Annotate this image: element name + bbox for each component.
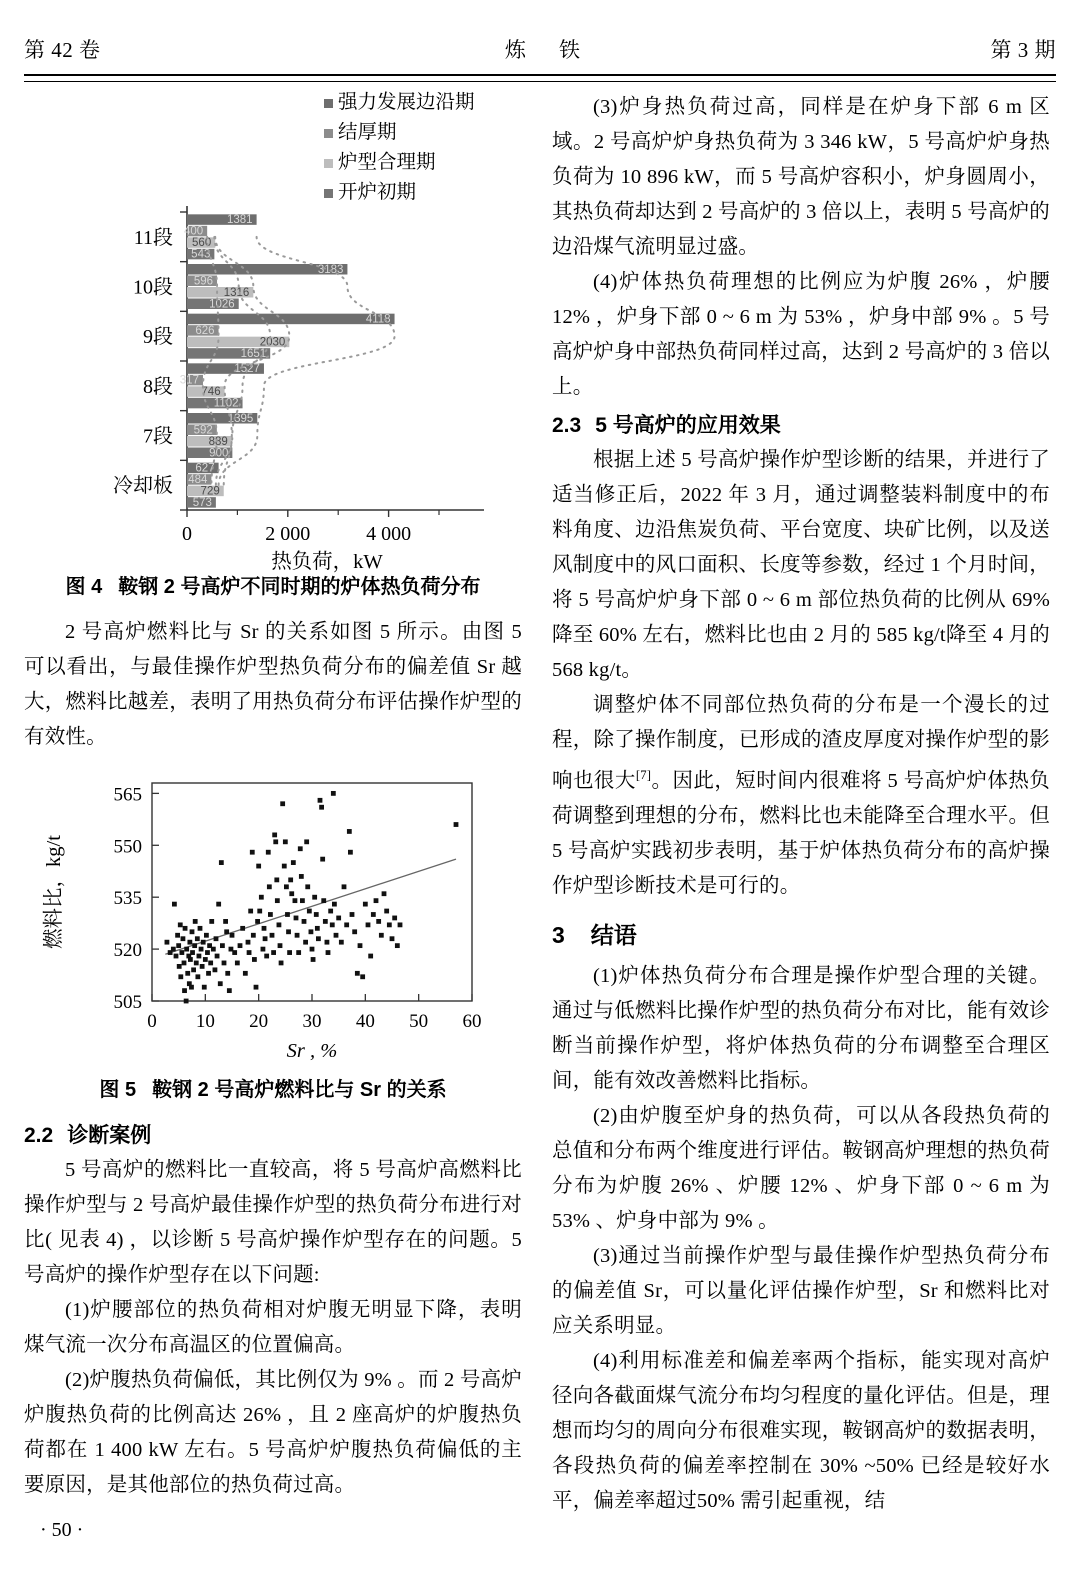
scatter-point [336,916,341,921]
y-axis-category-label: 8段 [143,375,173,398]
scatter-point [293,898,298,903]
scatter-point [172,902,177,907]
scatter-point [352,929,357,934]
scatter-point [318,798,323,803]
scatter-point [309,929,314,934]
scatter-point [275,898,280,903]
scatter-point [395,943,400,948]
scatter-point [246,940,251,945]
scatter-point [192,943,197,948]
y-axis-title: 燃料比，kg/t [43,835,65,949]
scatter-point [179,950,184,955]
scatter-point [199,947,204,952]
scatter-point [358,943,363,948]
bar-value-label: 1395 [227,412,254,425]
scatter-chart-svg [24,769,522,1062]
figure-5-plot [24,769,522,1062]
bar-value-label: 543 [191,248,211,261]
scatter-point [366,922,371,927]
scatter-point [203,957,208,962]
scatter-point [305,884,310,889]
bar-value-label: 2030 [259,336,286,349]
scatter-point [374,898,379,903]
y-axis-tick-label: 505 [113,992,142,1013]
scatter-point [286,929,291,934]
scatter-point [259,895,264,900]
scatter-point [294,916,299,921]
x-axis-tick-label: 4 000 [366,523,412,545]
y-axis-category-label: 7段 [143,425,173,448]
bar-value-label: 729 [200,485,220,498]
bar-value-label: 1651 [240,348,267,361]
scatter-point [190,950,195,955]
y-axis-tick-label: 550 [113,836,142,858]
scatter-point [321,898,326,903]
scatter-point [198,926,203,931]
scatter-point [339,940,344,945]
bar-value-label: 1316 [223,286,250,299]
scatter-point [328,909,333,914]
bar-value-label: 627 [195,462,215,475]
scatter-point [289,891,294,896]
scatter-point [342,884,347,889]
bar-value-label: 626 [195,325,215,338]
scatter-points [165,791,459,1003]
scatter-point [287,950,292,955]
scatter-point [268,912,273,917]
x-axis-tick-label: 0 [182,523,192,545]
scatter-point [216,902,221,907]
y-axis-category-label: 冷却板 [113,475,173,498]
scatter-point [235,961,240,966]
scatter-point [280,801,285,806]
scatter-point [261,947,266,952]
para-3: (3)炉身热负荷过高，同样是在炉身下部 6 m 区域。2 号高炉炉身热负荷为 3 346 kW，5 号高炉炉身热负荷为 10 896 kW，而 5 号高炉容积小，炉身圆周小，其热负荷却达到 2 号高炉的 3 倍以上，表明 5 号高炉的边沿煤气流明显过盛。 [552,96,1050,258]
scatter-point [262,926,267,931]
x-axis-tick-label: 60 [462,1011,482,1032]
scatter-point [182,961,187,966]
scatter-point [175,933,180,938]
bar-value-label: 900 [209,447,229,460]
y-axis-category-label: 11段 [133,226,173,249]
scatter-point [183,926,188,931]
scatter-point [230,933,235,938]
x-axis-tick-label: 2 000 [265,523,311,545]
scatter-point [355,971,360,976]
para-2-3-1: 根据上述 5 号高炉操作炉型诊断的结果，并进行了适当修正后，2022 年 3 月，通过调整装料制度中的布料角度、边沿焦炭负荷、平台宽度、块矿比例，以及送风制度中的风口面积、长度等参数，经过 1 个月时间，将 5 号高炉炉身下部 0 ~ 6 m 部位热负荷的比例从 69% 降至 60% 左右，燃料比也由 2 月的 585 kg/t降至 4 月的 568 kg/t。 [552,449,1050,681]
legend-label: 开炉初期 [338,182,417,203]
scatter-point [363,902,368,907]
bar-value-label: 560 [192,237,212,250]
scatter-point [219,860,224,865]
scatter-point [181,936,186,941]
scatter-point [227,988,232,993]
bar-value-label: 573 [192,497,212,510]
scatter-point [274,877,279,882]
scatter-point [310,947,315,952]
running-head-journal: 炼 铁 [505,38,586,62]
scatter-point [184,947,189,952]
scatter-point [213,967,218,972]
scatter-point [263,936,268,941]
para-2-3-2-part-b: 。因此，短时间内很难将 5 号高炉炉体热负荷调整到理想的分布，燃料比也未能降至合理水平。但 5 号高炉实践初步表明，基于炉体热负荷分布的高炉操作炉型诊断技术是可行的。 [552,769,1050,897]
scatter-point [331,791,336,796]
scatter-point [205,950,210,955]
y-axis-category-label: 9段 [143,326,173,349]
scatter-point [190,929,195,934]
scatter-point [187,940,192,945]
scatter-point [347,829,352,834]
legend-swatch [324,159,333,168]
scatter-point [165,940,170,945]
two-column-body [24,90,1056,1530]
scatter-point [291,860,296,865]
figure-4-caption [24,570,522,599]
scatter-point [247,950,252,955]
x-axis-title: Sr , % [286,1040,338,1062]
para-2-2-2: (1)炉腰部位的热负荷相对炉腹无明显下降，表明煤气流一次分布高温区的位置偏高。 [24,1299,522,1356]
running-head-issue: 第 3 期 [990,38,1056,62]
left-column [24,90,522,1530]
bar-value-label: 746 [201,386,221,399]
scatter-point [302,919,307,924]
scatter-point [315,926,320,931]
right-column [552,90,1050,1530]
scatter-point [177,964,182,969]
scatter-point [282,864,287,869]
scatter-point [368,954,373,959]
bar-value-label: 4118 [365,313,391,326]
legend-label: 强力发展边沿期 [338,92,475,113]
scatter-point [178,922,183,927]
para-conclusion-4: (4)利用标准差和偏差率两个指标，能实现对高炉径向各截面煤气流分布均匀程度的量化评估。但是，理想而均匀的周向分布很难实现，鞍钢高炉的数据表明，各段热负荷的偏差率控制在 30% ~50% 已经是较好水平，偏差率超过50% 需引起重视，结 [552,1349,1050,1512]
section-3-number: 3 [552,921,565,948]
bar-value-label: 1527 [234,363,260,376]
figure-5-label: 图 5 [99,1079,137,1101]
scatter-point [255,919,260,924]
figure-5-caption [24,1073,522,1102]
scatter-point [303,940,308,945]
scatter-point [215,954,220,959]
para-4: (4)炉体热负荷理想的比例应为炉腹 26% ，炉腰 12% ，炉身下部 0 ~ 6 m 为 53% ，炉身中部 9% 。5 号高炉炉身中部热负荷同样过高，达到 2 号高炉的 3 倍以上。 [552,271,1050,398]
scatter-point [376,919,381,924]
section-3-title: 结语 [590,921,637,948]
scatter-point [304,839,309,844]
scatter-point [193,919,198,924]
section-heading-2-2 [24,1118,522,1153]
bar-value-label: 1381 [227,214,253,227]
section-2-3-title: 5 号高炉的应用效果 [595,414,781,437]
legend-swatch [324,189,333,198]
x-axis-tick-label: 30 [302,1011,322,1032]
scatter-point [202,985,207,990]
y-axis-tick-label: 535 [113,888,142,910]
scatter-point [314,912,319,917]
scatter-point [348,850,353,855]
scatter-point [185,971,190,976]
scatter-point [176,943,181,948]
scatter-point [250,850,255,855]
bar-chart-svg [24,90,522,573]
scatter-point [252,957,257,962]
scatter-point [330,922,335,927]
scatter-point [178,974,183,979]
figure-4-label: 图 4 [65,576,103,598]
bar-value-label: 317 [179,374,199,387]
scatter-point [300,898,305,903]
scatter-point [266,850,271,855]
scatter-point [278,943,283,948]
scatter-point [195,936,200,941]
scatter-point [194,961,199,966]
scatter-point [248,909,253,914]
scatter-point [182,988,187,993]
scatter-point [316,936,321,941]
scatter-point [211,947,216,952]
trend-line [165,859,456,954]
scatter-point [218,981,223,986]
scatter-point [197,954,202,959]
scatter-point [200,964,205,969]
scatter-point [174,954,179,959]
scatter-point [398,922,403,927]
bar-value-label: 484 [188,474,208,487]
scatter-point [243,971,248,976]
scatter-point [307,909,312,914]
scatter-point [344,922,349,927]
running-head-volume: 第 42 卷 [24,38,101,62]
scatter-point [214,936,219,941]
scatter-point [371,912,376,917]
x-axis-tick-label: 40 [355,1011,375,1032]
running-head [24,34,1056,68]
scatter-point [257,909,262,914]
para-2-2-3: (2)炉腹热负荷偏低，其比例仅为 9% 。而 2 号高炉炉腹热负荷的比例高达 26% ，且 2 座高炉的炉腹热负荷都在 1 400 kW 左右。5 号高炉炉腹热负荷偏低的主要原因，是其他部位的热负荷过高。 [24,1369,522,1496]
scatter-point [272,833,277,838]
scatter-point [350,912,355,917]
scatter-point [201,940,206,945]
x-axis-tick-label: 20 [249,1011,269,1032]
section-2-3-number: 2.3 [552,414,582,437]
y-axis-tick-label: 520 [113,940,142,962]
scatter-point [224,929,229,934]
scatter-point [209,919,214,924]
legend-label: 炉型合理期 [338,152,436,173]
para-2-3-2 [552,688,1050,904]
scatter-point [232,950,237,955]
scatter-point [326,950,331,955]
legend-label: 结厚期 [338,122,397,143]
x-axis-title: 热负荷，kW [271,551,383,573]
y-axis-tick-label: 565 [113,784,142,806]
page-number: · 50 · [40,1519,84,1541]
scatter-point [270,933,275,938]
bar-value-label: 3183 [317,263,344,276]
scatter-point [299,874,304,879]
section-heading-3 [552,918,1050,953]
scatter-point [277,922,282,927]
bar-value-label: 1102 [213,397,239,410]
para-conclusion-1: (1)炉体热负荷分布合理是操作炉型合理的关键。通过与低燃料比操作炉型的热负荷分布对比，能有效诊断当前操作炉型，将炉体热负荷的分布调整至合理区间，能有效改善燃料比指标。 [552,964,1050,1092]
scatter-point [390,936,395,941]
scatter-point [382,891,387,896]
scatter-point [323,919,328,924]
scatter-point [392,916,397,921]
scatter-point [256,864,261,869]
figure-4 [24,90,522,599]
scatter-point [312,895,317,900]
scatter-point [332,902,337,907]
scatter-point [220,943,225,948]
x-axis-tick-label: 10 [195,1011,215,1032]
scatter-point [251,933,256,938]
scatter-point [238,943,243,948]
legend-swatch [324,129,333,138]
section-2-2-number: 2.2 [24,1124,54,1147]
scatter-point [283,839,288,844]
scatter-point [284,884,289,889]
para-conclusion-3: (3)通过当前操作炉型与最佳操作炉型热负荷分布的偏差值 Sr，可以量化评估操作炉型，Sr 和燃料比对应关系明显。 [552,1244,1050,1337]
scatter-point [267,884,272,889]
scatter-point [184,999,189,1004]
scatter-point [325,940,330,945]
scatter-point [225,971,230,976]
x-axis-tick-label: 0 [147,1011,157,1032]
scatter-point [360,974,365,979]
para-2-3-2-part-a: 调整炉体不同部位热负荷的分布是一个漫长的过程，除了操作制度，已形成的渣皮厚度对操作炉型的影响也很大 [552,694,1050,792]
para-conclusion-2: (2)由炉腹至炉身的热负荷，可以从各段热负荷的总值和分布两个维度进行评估。鞍钢高炉理想的热负荷分布为炉腹 26% 、炉腰 12% 、炉身下部 0 ~ 6 m 为 53% 、炉身中部为 9% 。 [552,1104,1050,1232]
scatter-point [379,933,384,938]
para-2-2-1: 5 号高炉的燃料比一直较高，将 5 号高炉高燃料比操作炉型与 2 号高炉最佳操作炉型的热负荷分布进行对比( 见表 4) ，以诊断 5 号高炉操作炉型存在的问题。5 号高炉的操作炉型存在以下问题: [24,1159,522,1286]
header-rule [24,74,1056,82]
section-heading-2-3 [552,408,1050,443]
scatter-point [334,933,339,938]
bar-value-label: 400 [183,225,204,238]
scatter-point [171,947,176,952]
scatter-point [296,950,301,955]
scatter-point [320,857,325,862]
scatter-point [195,974,200,979]
scatter-point [223,919,228,924]
scatter-point [311,957,316,962]
figure-5-title: 鞍钢 2 号高炉燃料比与 Sr 的关系 [152,1079,447,1101]
scatter-point [254,985,259,990]
scatter-point [454,822,459,827]
scatter-point [298,846,303,851]
scatter-point [240,926,245,931]
scatter-point [295,933,300,938]
scatter-point [288,877,293,882]
scatter-point [206,971,211,976]
y-axis-category-label: 10段 [133,276,173,299]
figure-4-plot [24,90,522,573]
scatter-point [384,909,389,914]
reference-marker-7: [7] [635,768,652,782]
bar-value-label: 596 [193,275,214,288]
scatter-point [222,961,227,966]
para-fig5-intro: 2 号高炉燃料比与 Sr 的关系如图 5 所示。由图 5 可以看出，与最佳操作炉型热负荷分布的偏差值 Sr 越大，燃料比越差，表明了用热负荷分布评估操作炉型的有效性。 [24,621,522,748]
bar-value-label: 1026 [209,298,235,311]
scatter-point [285,912,290,917]
scatter-point [271,950,276,955]
scatter-point [191,967,196,972]
figure-5 [24,769,522,1102]
scatter-point [319,805,324,810]
scatter-point [264,954,269,959]
section-2-2-title: 诊断案例 [67,1124,152,1147]
legend-swatch [324,99,333,108]
bar-value-label: 592 [193,424,213,437]
scatter-point [387,922,392,927]
scatter-point [279,961,284,966]
scatter-point [188,957,193,962]
x-axis-tick-label: 50 [409,1011,429,1032]
scatter-point [273,839,278,844]
bar-value-label: 889 [208,435,228,448]
scatter-point [208,961,213,966]
figure-4-title: 鞍钢 2 号高炉不同时期的炉体热负荷分布 [118,576,481,598]
scatter-point [204,933,209,938]
scatter-point [189,985,194,990]
